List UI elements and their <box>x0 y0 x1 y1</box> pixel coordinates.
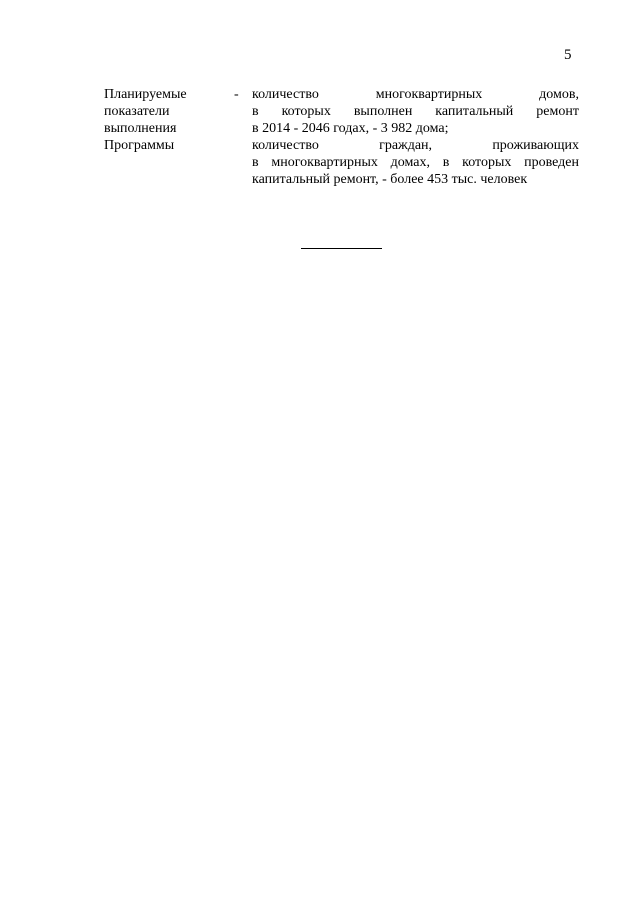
word: в <box>252 104 259 119</box>
word: проведен <box>524 155 579 170</box>
value-line-2 <box>252 103 579 120</box>
word: проживающих <box>492 138 579 153</box>
value-line-6: капитальный ремонт, - более 453 тыс. человек <box>252 172 528 187</box>
label-line: показатели <box>104 104 170 119</box>
indicators-value <box>252 86 579 188</box>
indicators-label <box>104 86 224 154</box>
value-line-3: в 2014 - 2046 годах, - 3 982 дома; <box>252 121 449 136</box>
value-line-4 <box>252 137 579 154</box>
word: домах, <box>390 155 430 170</box>
word: многоквартирных <box>271 155 378 170</box>
word: домов, <box>539 87 579 102</box>
word: выполнен <box>353 104 413 119</box>
closing-rule <box>301 248 382 249</box>
page-number: 5 <box>564 47 572 63</box>
separator-dash: - <box>234 87 239 102</box>
label-line: Планируемые <box>104 87 187 102</box>
label-line: выполнения <box>104 121 177 136</box>
value-line-5 <box>252 154 579 171</box>
word: многоквартирных <box>375 87 483 102</box>
word: количество <box>252 87 319 102</box>
word: ремонт <box>536 104 579 119</box>
word: капитальный <box>435 104 514 119</box>
label-line: Программы <box>104 138 175 153</box>
word: которых <box>281 104 331 119</box>
value-line-1 <box>252 86 579 103</box>
word: в <box>442 155 450 170</box>
word: количество <box>252 138 319 153</box>
word: граждан, <box>379 138 433 153</box>
word: которых <box>462 155 512 170</box>
word: в <box>252 155 259 170</box>
